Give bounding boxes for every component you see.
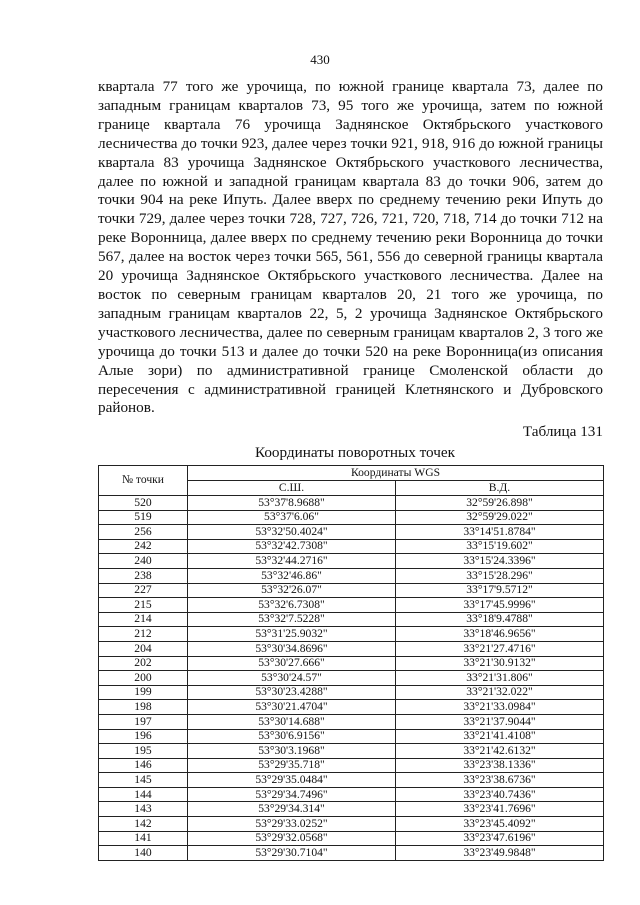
cell-point-number: 202: [99, 656, 188, 671]
cell-point-number: 196: [99, 729, 188, 744]
cell-point-number: 520: [99, 496, 188, 511]
cell-latitude: 53°32'26.07": [188, 583, 396, 598]
table-row: [99, 554, 604, 569]
table-row: [99, 744, 604, 759]
cell-latitude: 53°29'32.0568": [188, 831, 396, 846]
table-row: [99, 510, 604, 525]
cell-longitude: 32°59'26.898": [396, 496, 604, 511]
cell-point-number: 212: [99, 627, 188, 642]
cell-latitude: 53°32'42.7308": [188, 539, 396, 554]
cell-point-number: 200: [99, 671, 188, 686]
table-row: [99, 802, 604, 817]
cell-latitude: 53°32'7.5228": [188, 612, 396, 627]
cell-latitude: 53°30'3.1968": [188, 744, 396, 759]
table-row: [99, 583, 604, 598]
cell-point-number: 199: [99, 685, 188, 700]
table-row: [99, 598, 604, 613]
cell-latitude: 53°30'24.57": [188, 671, 396, 686]
header-longitude: В.Д.: [396, 481, 604, 496]
cell-longitude: 33°17'45.9996": [396, 598, 604, 613]
cell-longitude: 33°23'38.6736": [396, 773, 604, 788]
table-row: [99, 714, 604, 729]
header-coordinates-wgs: Координаты WGS: [188, 466, 604, 481]
cell-point-number: 142: [99, 817, 188, 832]
cell-latitude: 53°30'6.9156": [188, 729, 396, 744]
table-header-row: [99, 466, 604, 481]
cell-latitude: 53°30'27.666": [188, 656, 396, 671]
table-body: [99, 496, 604, 861]
cell-point-number: 256: [99, 525, 188, 540]
table-row: [99, 846, 604, 861]
cell-point-number: 140: [99, 846, 188, 861]
cell-point-number: 242: [99, 539, 188, 554]
cell-longitude: 33°23'49.9848": [396, 846, 604, 861]
table-label: Таблица 131: [522, 423, 603, 440]
page-number: 430: [310, 52, 330, 67]
cell-longitude: 33°23'47.6196": [396, 831, 604, 846]
cell-latitude: 53°29'34.314": [188, 802, 396, 817]
cell-latitude: 53°31'25.9032": [188, 627, 396, 642]
cell-longitude: 33°15'19.602": [396, 539, 604, 554]
cell-longitude: 32°59'29.022": [396, 510, 604, 525]
table-title: Координаты поворотных точек: [254, 444, 456, 461]
cell-point-number: 144: [99, 787, 188, 802]
table-row: [99, 700, 604, 715]
cell-latitude: 53°29'33.0252": [188, 817, 396, 832]
cell-point-number: 519: [99, 510, 188, 525]
cell-longitude: 33°21'27.4716": [396, 641, 604, 656]
header-point-number: № точки: [99, 466, 188, 496]
cell-point-number: 197: [99, 714, 188, 729]
table-row: [99, 729, 604, 744]
cell-latitude: 53°29'35.718": [188, 758, 396, 773]
cell-point-number: 146: [99, 758, 188, 773]
cell-point-number: 143: [99, 802, 188, 817]
cell-latitude: 53°30'14.688": [188, 714, 396, 729]
cell-point-number: 214: [99, 612, 188, 627]
cell-latitude: 53°37'6.06": [188, 510, 396, 525]
table-row: [99, 787, 604, 802]
table-row: [99, 496, 604, 511]
cell-longitude: 33°15'24.3396": [396, 554, 604, 569]
cell-point-number: 145: [99, 773, 188, 788]
cell-latitude: 53°30'23.4288": [188, 685, 396, 700]
cell-latitude: 53°29'34.7496": [188, 787, 396, 802]
cell-point-number: 204: [99, 641, 188, 656]
cell-longitude: 33°21'37.9044": [396, 714, 604, 729]
cell-longitude: 33°21'30.9132": [396, 656, 604, 671]
cell-longitude: 33°23'45.4092": [396, 817, 604, 832]
cell-longitude: 33°14'51.8784": [396, 525, 604, 540]
cell-longitude: 33°21'31.806": [396, 671, 604, 686]
cell-latitude: 53°32'6.7308": [188, 598, 396, 613]
cell-point-number: 198: [99, 700, 188, 715]
table-row: [99, 773, 604, 788]
cell-longitude: 33°23'38.1336": [396, 758, 604, 773]
cell-latitude: 53°30'21.4704": [188, 700, 396, 715]
cell-longitude: 33°18'9.4788": [396, 612, 604, 627]
cell-latitude: 53°29'30.7104": [188, 846, 396, 861]
table-row: [99, 831, 604, 846]
table-row: [99, 671, 604, 686]
cell-longitude: 33°23'41.7696": [396, 802, 604, 817]
header-latitude: С.Ш.: [188, 481, 396, 496]
cell-latitude: 53°32'50.4024": [188, 525, 396, 540]
cell-point-number: 227: [99, 583, 188, 598]
table-row: [99, 627, 604, 642]
cell-point-number: 240: [99, 554, 188, 569]
table-row: [99, 685, 604, 700]
cell-longitude: 33°21'42.6132": [396, 744, 604, 759]
cell-point-number: 215: [99, 598, 188, 613]
body-paragraph: квартала 77 того же урочища, по южной границе квартала 73, далее по западным границам кварталов 73, 95 того же урочища, затем по южной границе квартала 76 урочища Заднянское Октябрьского участкового лесничества до точки 923, далее через точки 921, 918, 916 до южной границы квартала 83 урочища Заднянское Октябрьского участкового лесничества, далее по южной и западной границам квартала 83 до точки 906, затем до точки 904 на реке Ипуть. Далее вверх по среднему течению реки Ипуть до точки 729, далее через точки 728, 727, 726, 721, 720, 718, 714 до точки 712 на реке Воронница, далее вверх по среднему течению реки Воронница до точки 567, далее на восток через точки 565, 561, 556 до северной границы квартала 20 урочища Заднянское Октябрьского участкового лесничества. Далее на восток по северным границам кварталов 20, 21 того же урочища, по западным границам кварталов 22, 5, 2 урочища Заднянское Октябрьского участкового лесничества, далее по северным границам кварталов 2, 3 того же урочища до точки 513 и далее до точки 520 на реке Воронница(из описания Алые зори) по административной границе Смоленской области до пересечения с административной границей Клетнянского и Дубровского районов.: [98, 78, 603, 417]
cell-longitude: 33°23'40.7436": [396, 787, 604, 802]
cell-longitude: 33°21'32.022": [396, 685, 604, 700]
table-row: [99, 539, 604, 554]
cell-longitude: 33°21'41.4108": [396, 729, 604, 744]
table-row: [99, 641, 604, 656]
cell-point-number: 141: [99, 831, 188, 846]
cell-longitude: 33°18'46.9656": [396, 627, 604, 642]
coordinates-table: [98, 465, 604, 861]
cell-latitude: 53°29'35.0484": [188, 773, 396, 788]
cell-latitude: 53°32'46.86": [188, 568, 396, 583]
table-row: [99, 568, 604, 583]
table-row: [99, 758, 604, 773]
table-row: [99, 525, 604, 540]
cell-point-number: 238: [99, 568, 188, 583]
cell-longitude: 33°15'28.296": [396, 568, 604, 583]
table-row: [99, 656, 604, 671]
cell-latitude: 53°30'34.8696": [188, 641, 396, 656]
cell-longitude: 33°21'33.0984": [396, 700, 604, 715]
cell-latitude: 53°37'8.9688": [188, 496, 396, 511]
table-row: [99, 612, 604, 627]
cell-longitude: 33°17'9.5712": [396, 583, 604, 598]
table-row: [99, 817, 604, 832]
cell-latitude: 53°32'44.2716": [188, 554, 396, 569]
cell-point-number: 195: [99, 744, 188, 759]
